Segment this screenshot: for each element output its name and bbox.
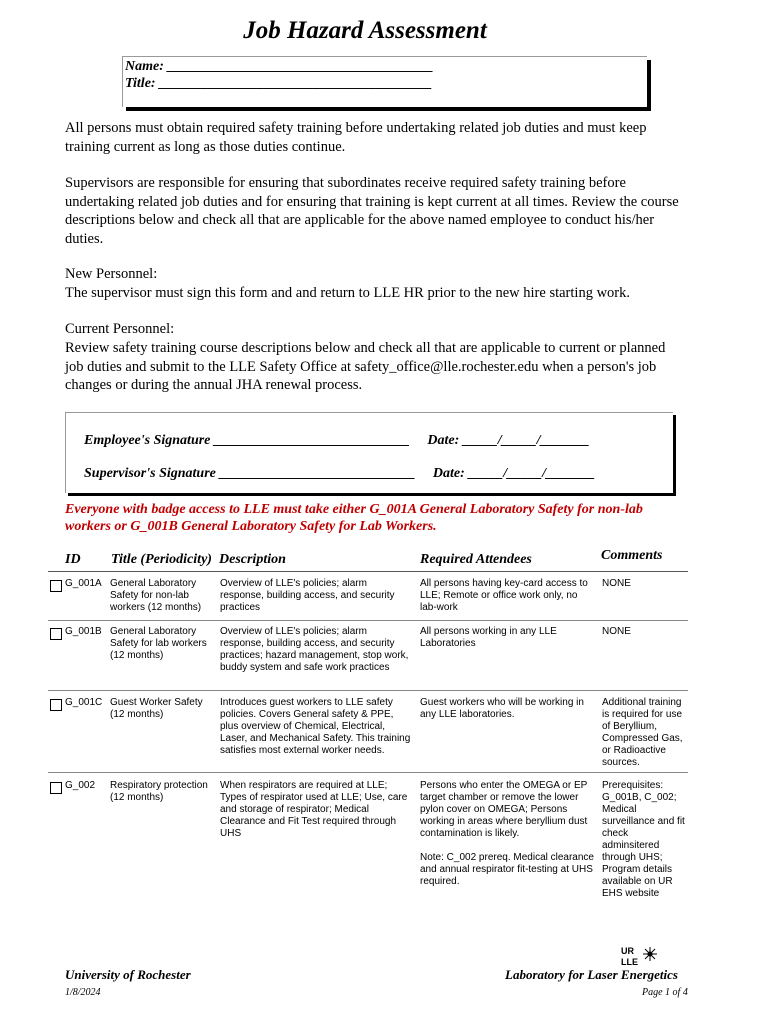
new-personnel-text: The supervisor must sign this form and and return to LLE HR prior to the new hire starting work. <box>65 285 630 301</box>
lle-logo <box>619 945 661 967</box>
row-comments: NONE <box>602 578 631 589</box>
row-checkbox[interactable] <box>50 580 62 592</box>
row-comments: Prerequisites: G_001B, C_002; Medical surveillance and fit check adminsitered through UHS; Program details available on UR EHS website <box>602 780 685 899</box>
row-attendees: Guest workers who will be working in any LLE laboratories. <box>420 697 584 720</box>
new-personnel-heading: New Personnel: <box>65 266 158 282</box>
row-checkbox[interactable] <box>50 699 62 711</box>
badge-access-notice: Everyone with badge access to LLE must take either G_001A General Laboratory Safety for non-lab workers or G_001B General Laboratory Safety for Lab Workers. <box>65 502 643 534</box>
row-title: General Laboratory Safety for lab workers (12 months) <box>110 626 207 661</box>
row-checkbox[interactable] <box>50 782 62 794</box>
name-title-box <box>122 56 647 107</box>
row-comments: NONE <box>602 626 631 637</box>
row-divider <box>48 772 688 773</box>
row-attendees-note: Note: C_002 prereq. Medical clearance and annual respirator fit-testing at UHS required. <box>420 852 594 887</box>
footer-lab: Laboratory for Laser Energetics <box>505 967 678 982</box>
svg-text:LLE: LLE <box>621 957 638 967</box>
row-description: Overview of LLE's policies; alarm response, building access, and security practices; hazard management, stop work, buddy system and safe work practices <box>220 626 409 673</box>
title-field[interactable]: Title: _______________________________________ <box>125 76 433 91</box>
row-divider <box>48 620 688 621</box>
row-description: Overview of LLE's policies; alarm response, building access, and security practices <box>220 578 395 613</box>
row-description: When respirators are required at LLE; Types of respirator used at LLE; Use, care and storage of respirator; Medical Clearance and Fit Test required through UHS <box>220 780 408 839</box>
page-title: Job Hazard Assessment <box>243 17 487 44</box>
page-number: Page 1 of 4 <box>642 987 688 998</box>
header-divider <box>48 571 688 572</box>
intro-paragraph-1: All persons must obtain required safety training before undertaking related job duties and must keep training current as long as those duties continue. <box>65 120 647 155</box>
row-title: Respiratory protection (12 months) <box>110 780 208 803</box>
row-comments: Additional training is required for use of Beryllium, Compressed Gas, or Radioactive sources. <box>602 697 683 768</box>
row-id: G_001C <box>65 697 103 708</box>
current-personnel-text: Review safety training course descriptions below and check all that are applicable to current or planned job duties and submit to the LLE Safety Office at safety_office@lle.rochester.edu when a person's job changes or during the annual JHA renewal process. <box>65 340 666 393</box>
row-attendees: All persons working in any LLE Laboratories <box>420 626 557 649</box>
header-title: Title (Periodicity) <box>111 552 212 567</box>
row-title: Guest Worker Safety (12 months) <box>110 697 203 720</box>
svg-text:UR: UR <box>621 946 634 956</box>
row-id: G_001A <box>65 578 102 589</box>
intro-paragraph-2: Supervisors are responsible for ensuring that subordinates receive required safety training before undertaking related job duties and for ensuring that training is kept current at all times. Review the course descriptions below and check all that are applicable for the above named employee to conduct his/her duties. <box>65 175 679 247</box>
signature-box <box>65 412 673 493</box>
row-attendees: All persons having key-card access to LLE; Remote or office work only, no lab-work <box>420 578 588 613</box>
row-divider <box>48 690 688 691</box>
row-id: G_001B <box>65 626 102 637</box>
footer-date: 1/8/2024 <box>65 987 101 998</box>
row-description: Introduces guest workers to LLE safety policies. Covers General safety & PPE, plus overview of Chemical, Electrical, Laser, and Mechanical Safety. This training satisfies most external worker needs. <box>220 697 411 756</box>
header-comments: Comments <box>601 548 663 563</box>
row-id: G_002 <box>65 780 96 791</box>
header-id: ID <box>65 552 81 567</box>
row-checkbox[interactable] <box>50 628 62 640</box>
supervisor-signature-line[interactable]: Supervisor's Signature ____________________________ Date: _____/_____/_______ <box>84 466 596 481</box>
header-description: Description <box>219 552 286 567</box>
footer-university: University of Rochester <box>65 967 191 982</box>
row-attendees: Persons who enter the OMEGA or EP target chamber or remove the lower pylon cover on OMEGA; Persons working in areas where beryllium dust contamination is likely. <box>420 780 588 839</box>
current-personnel-heading: Current Personnel: <box>65 321 175 337</box>
name-field[interactable]: Name: ______________________________________ <box>125 59 434 74</box>
header-attendees: Required Attendees <box>420 552 532 567</box>
row-title: General Laboratory Safety for non-lab workers (12 months) <box>110 578 202 613</box>
employee-signature-line[interactable]: Employee's Signature ____________________________ Date: _____/_____/_______ <box>84 433 590 448</box>
